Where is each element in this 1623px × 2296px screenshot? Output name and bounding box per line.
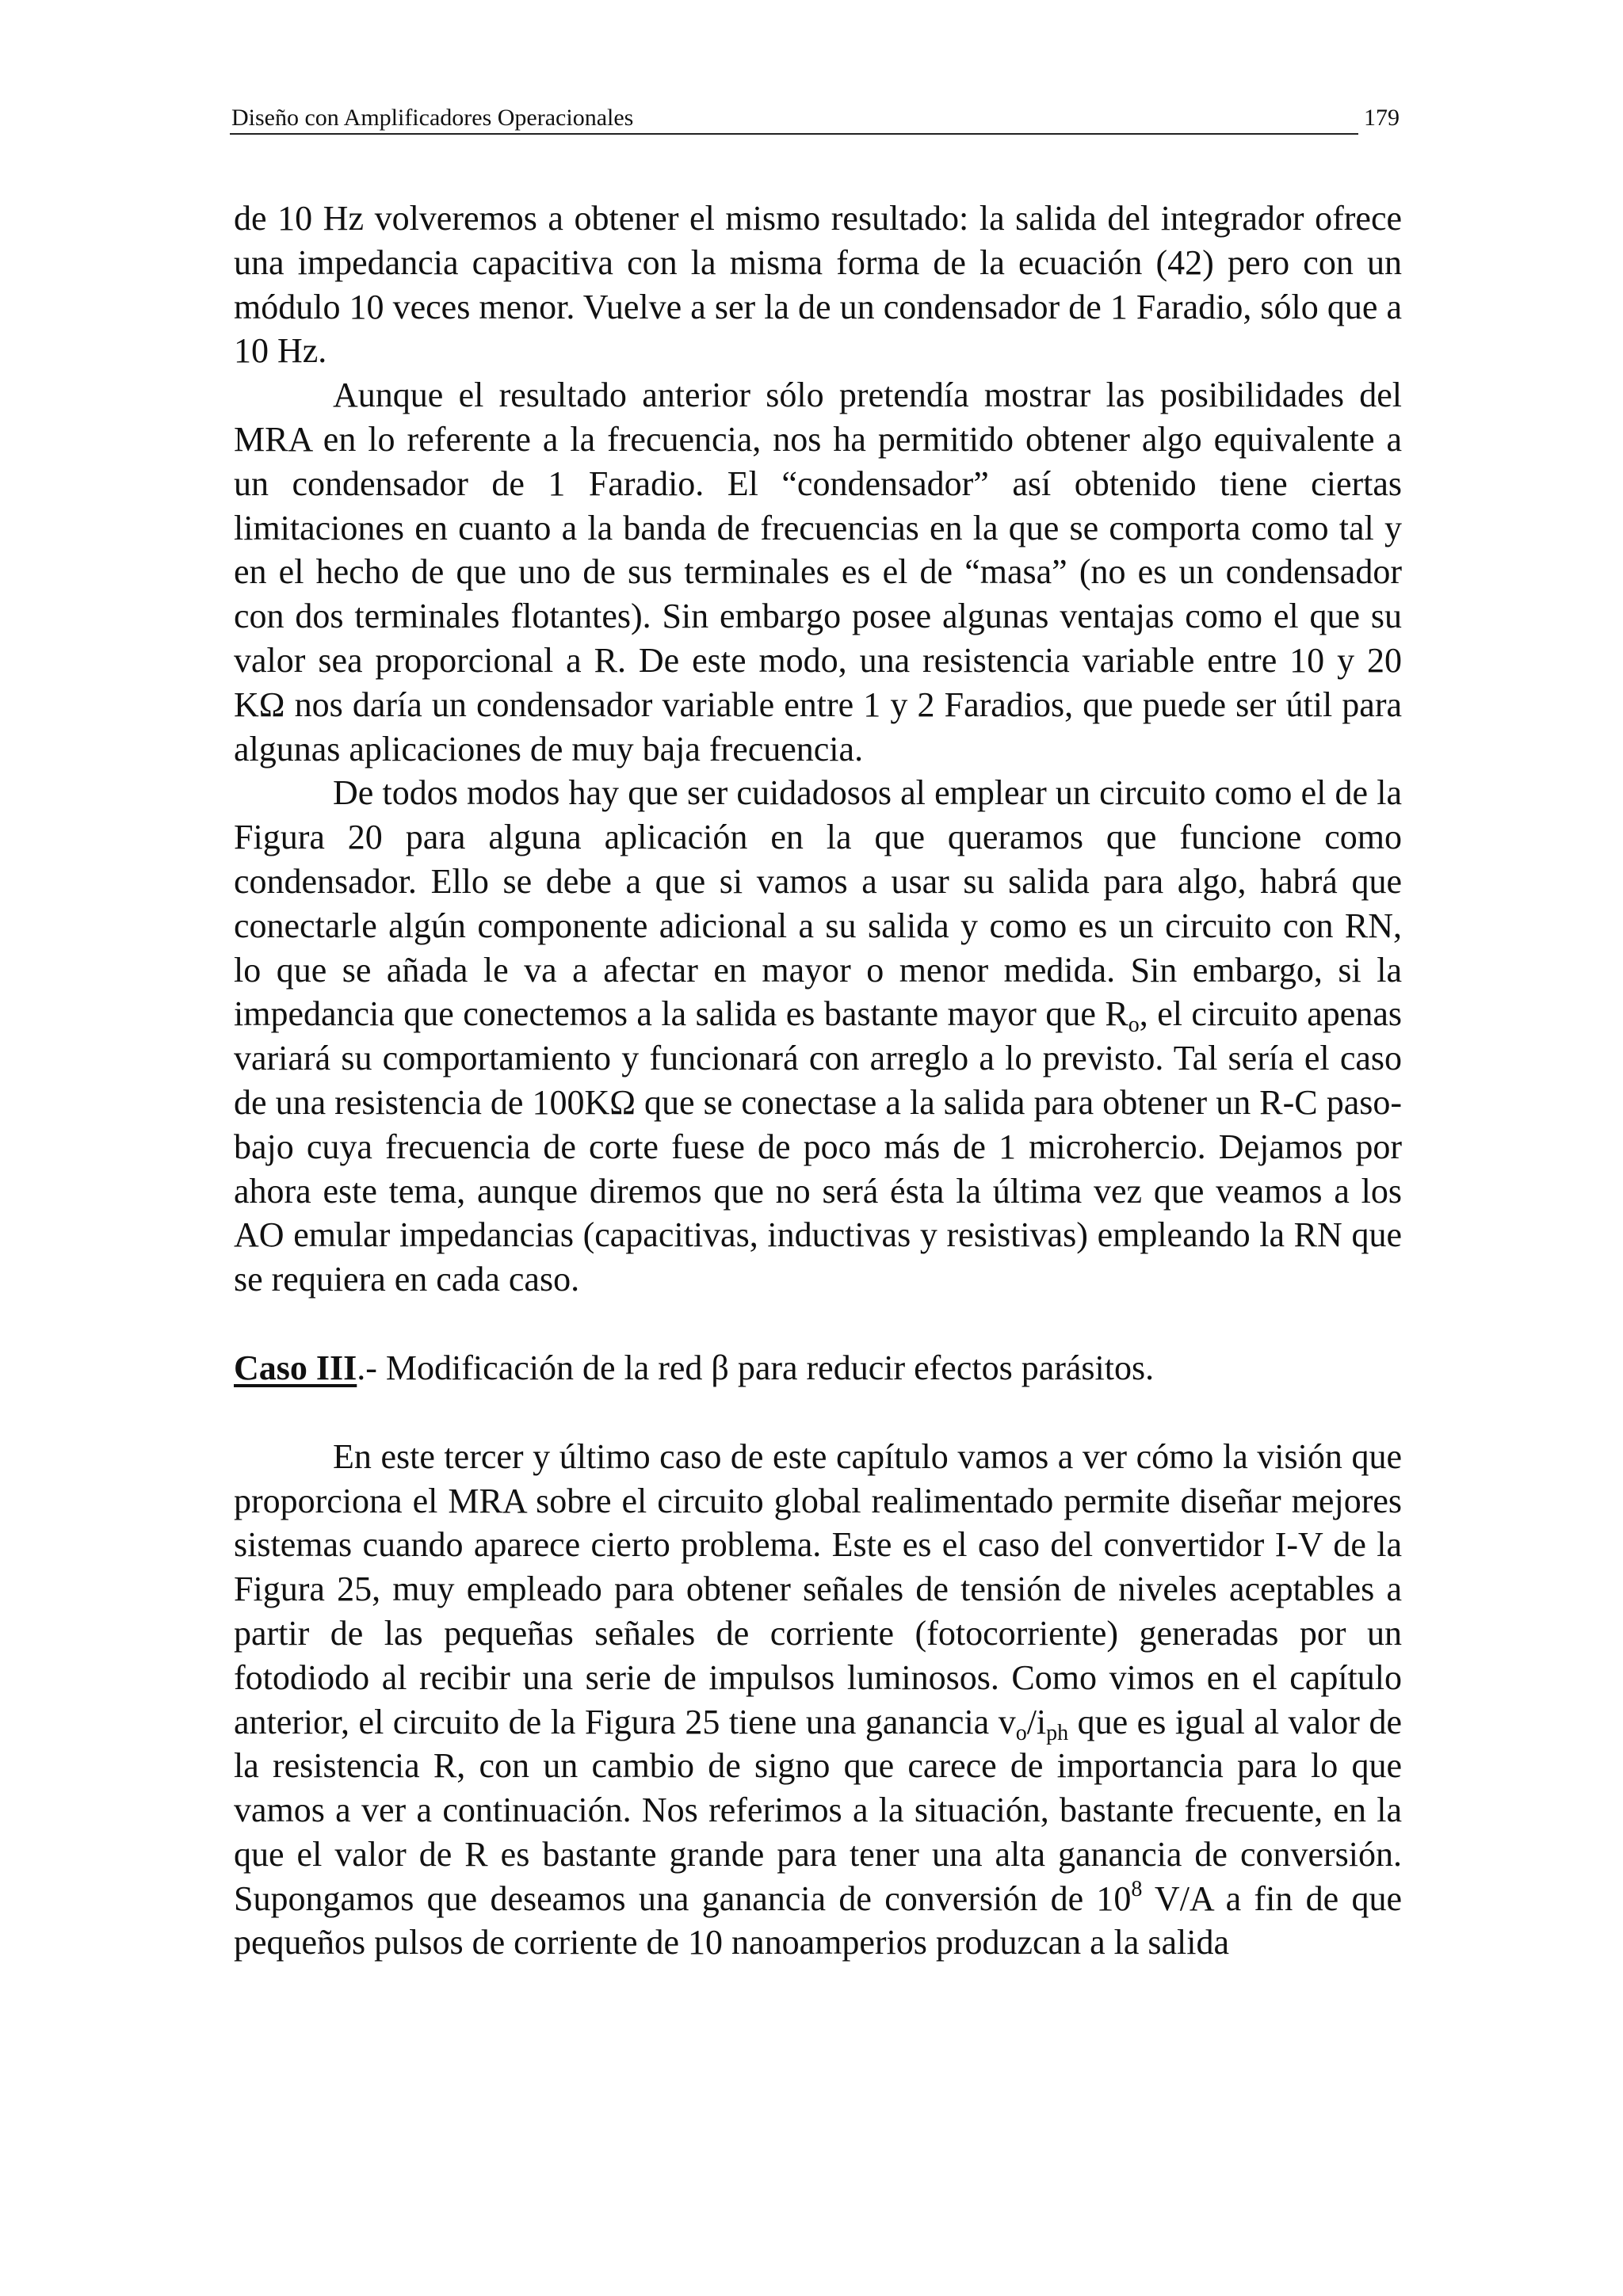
paragraph-4 [234,1435,1402,1966]
superscript-8: 8 [1131,1876,1143,1901]
paragraph-2 [234,373,1402,771]
section-heading-label: Caso III [234,1348,357,1387]
section-heading-text: .- Modificación de la red β para reducir efectos parásitos. [357,1348,1155,1387]
paragraph-1-text: de 10 Hz volveremos a obtener el mismo resultado: la salida del integrador ofrece una impedancia capacitiva con la misma forma de la ecuación (42) pero con un módulo 10 veces menor. Vuelve a ser la de un condensador de 1 Faradio, sólo que a 10 Hz. [234,199,1402,371]
book-title: Diseño con Amplificadores Operacionales [231,105,634,131]
paragraph-4-text-c: V/A a fin de que pequeños pulsos de corriente de 10 nanoamperios produzcan a la salida [234,1878,1402,1962]
page-number: 179 [1364,105,1400,131]
paragraph-4-text-a: En este tercer y último caso de este capítulo vamos a ver cómo la visión que proporciona el MRA sobre el circuito global realimentado permite diseñar mejores sistemas cuando aparece cierto problema. Este es el caso del convertidor I-V de la Figura 25, muy empleado para obtener señales de tensión de niveles aceptables a partir de las pequeñas señales de corriente (fotocorriente) generadas por un fotodiodo al recibir una serie de impulsos luminosos. Como vimos en el capítulo anterior, el circuito de la Figura 25 tiene una ganancia v [234,1436,1402,1741]
subscript-ph: ph [1046,1720,1069,1745]
section-heading [234,1346,1402,1390]
paragraph-2-text: Aunque el resultado anterior sólo pretendía mostrar las posibilidades del MRA en lo referente a la frecuencia, nos ha permitido obtener algo equivalente a un condensador de 1 Faradio. El “condensador” así obtenido tiene ciertas limitaciones en cuanto a la banda de frecuencias en la que se comporta como tal y en el hecho de que uno de sus terminales es el de “masa” (no es un condensador con dos terminales flotantes). Sin embargo posee algunas ventajas como el que su valor sea proporcional a R. De este modo, una resistencia variable entre 10 y 20 KΩ nos daría un condensador variable entre 1 y 2 Faradios, que puede ser útil para algunas aplicaciones de muy baja frecuencia. [234,376,1402,769]
subscript-o: o [1015,1720,1027,1745]
page-body [234,196,1402,1965]
subscript-o: o [1128,1013,1140,1038]
running-header [230,93,1400,135]
slash-i: /i [1026,1702,1047,1741]
paragraph-3 [234,771,1402,1302]
paragraph-3-text-a: De todos modos hay que ser cuidadosos al emplear un circuito como el de la Figura 20 para alguna aplicación en la que queramos que funcione como condensador. Ello se debe a que si vamos a usar su salida para algo, habrá que conectarle algún componente adicional a su salida y como es un circuito con RN, lo que se añada le va a afectar en mayor o menor medida. Sin embargo, si la impedancia que conectemos a la salida es bastante mayor que R [234,773,1402,1034]
paragraph-3-text-b: , el circuito apenas variará su comportamiento y funcionará con arreglo a lo previsto. Tal sería el caso de una resistencia de 100KΩ que se conectase a la salida para obtener un R-C paso-bajo cuya frecuencia de corte fuese de poco más de 1 microhercio. Dejamos por ahora este tema, aunque diremos que no será ésta la última vez que veamos a los AO emular impedancias (capacitivas, inductivas y resistivas) empleando la RN que se requiera en cada caso. [234,994,1402,1299]
paragraph-4-text-b: que es igual al valor de la resistencia R, con un cambio de signo que carece de importancia para lo que vamos a ver a continuación. Nos referimos a la situación, bastante frecuente, en la que el valor de R es bastante grande para tener una alta ganancia de conversión. Supongamos que deseamos una ganancia de conversión de 10 [234,1702,1402,1918]
paragraph-1 [234,196,1402,373]
